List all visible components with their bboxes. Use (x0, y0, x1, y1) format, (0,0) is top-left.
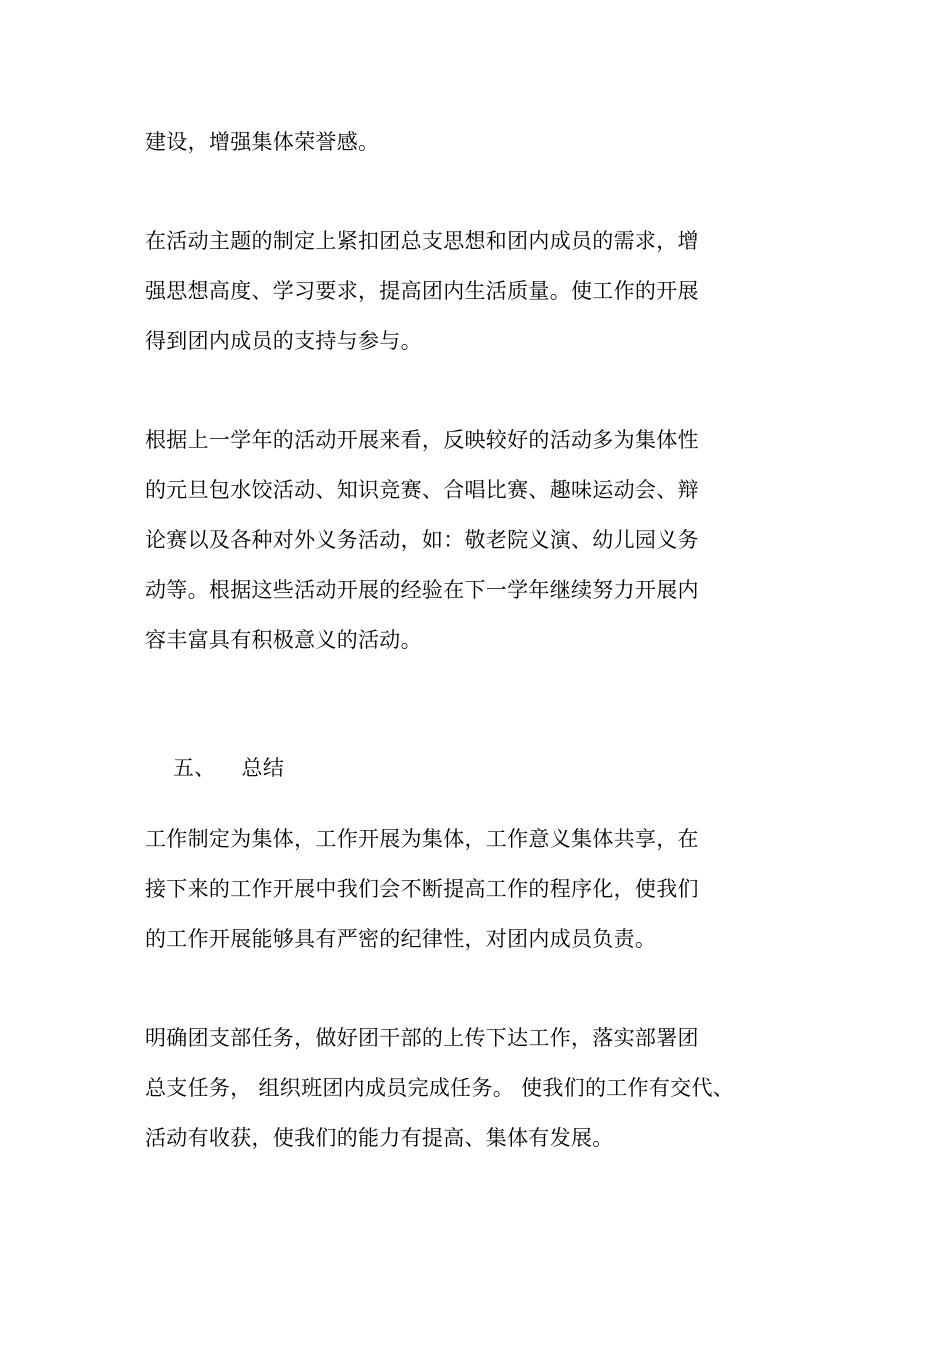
paragraph-2-line-1: 在活动主题的制定上紧扣团总支思想和团内成员的需求，增 (145, 229, 699, 253)
paragraph-6-line-3: 活动有收获，使我们的能力有提高、集体有发展。 (145, 1126, 614, 1150)
section-heading (145, 726, 285, 780)
paragraph-5-line-3: 的工作开展能够具有严密的纪律性，对团内成员负责。 (145, 927, 657, 951)
paragraph-3-line-4: 动等。根据这些活动开展的经验在下一学年继续努力开展内 (145, 578, 699, 602)
paragraph-2-line-2: 强思想高度、学习要求，提高团内生活质量。使工作的开展 (145, 279, 699, 303)
paragraph-6-line-1: 明确团支部任务，做好团干部的上传下达工作，落实部署团 (145, 1026, 699, 1050)
paragraph-6-line-2: 总支任务， 组织班团内成员完成任务。 使我们的工作有交代、 (145, 1076, 735, 1100)
paragraph-5-line-2: 接下来的工作开展中我们会不断提高工作的程序化，使我们 (145, 877, 699, 901)
paragraph-3-line-1: 根据上一学年的活动开展来看，反映较好的活动多为集体性 (145, 428, 699, 452)
paragraph-5-line-1: 工作制定为集体，工作开展为集体，工作意义集体共享，在 (145, 827, 699, 851)
paragraph-3-line-5: 容丰富具有积极意义的活动。 (145, 628, 422, 652)
paragraph-3-line-3: 论赛以及各种对外义务活动，如：敬老院义演、幼儿园义务 (145, 528, 699, 552)
paragraph-1-line-1: 建设，增强集体荣誉感。 (145, 130, 380, 154)
section-number: 五、 (172, 756, 216, 780)
paragraph-2-line-3: 得到团内成员的支持与参与。 (145, 329, 422, 353)
paragraph-3-line-2: 的元旦包水饺活动、知识竞赛、合唱比赛、趣味运动会、辩 (145, 478, 699, 502)
section-title: 总结 (241, 756, 285, 780)
